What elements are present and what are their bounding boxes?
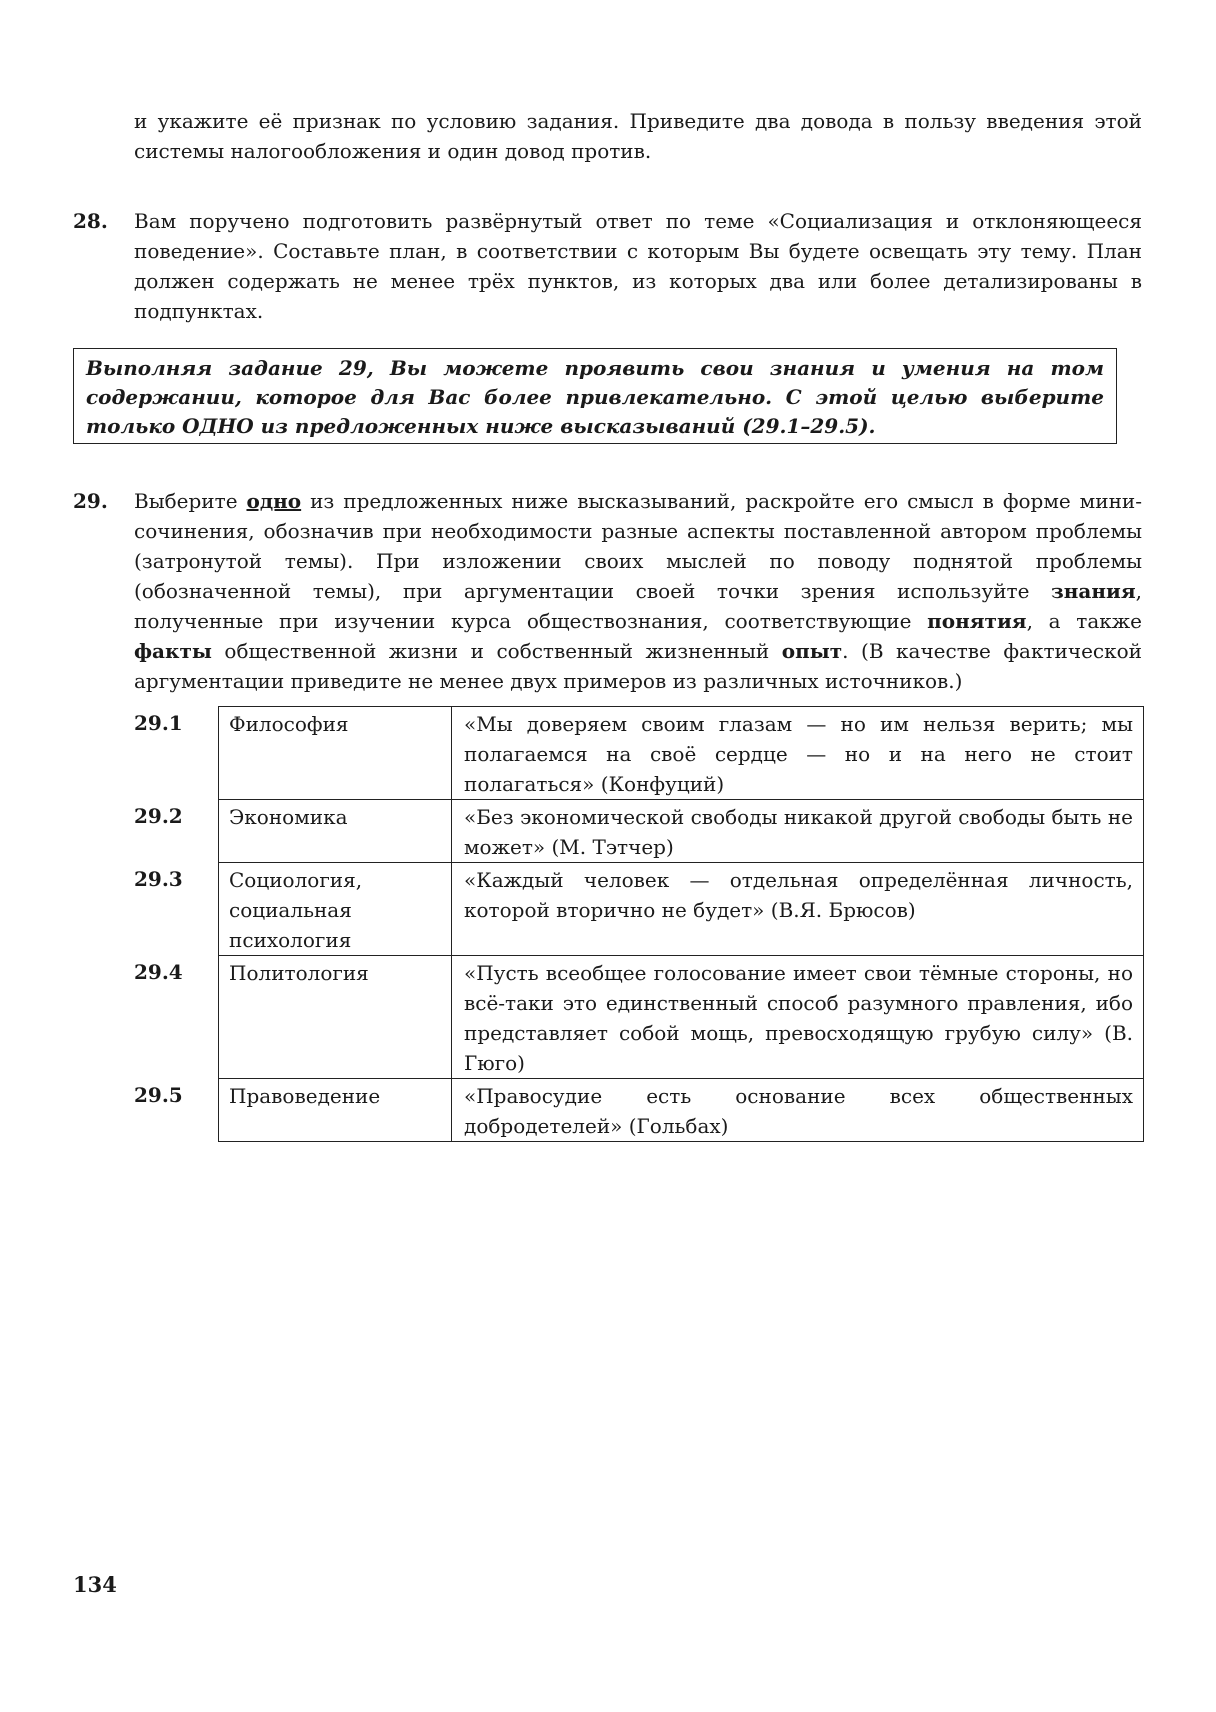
quote-subject: Социология, социальная психология [218, 862, 451, 955]
quote-text: «Правосудие есть основание всех общественных добродетелей» (Гольбах) [451, 1078, 1144, 1142]
quote-number: 29.4 [134, 960, 183, 984]
task29-facts-emphasis: факты [134, 639, 212, 663]
table-row [134, 862, 1144, 955]
quote-subject: Политология [218, 955, 451, 1078]
task29-concepts-emphasis: понятия [927, 609, 1027, 633]
quote-number: 29.5 [134, 1083, 183, 1107]
quote-number: 29.1 [134, 711, 183, 735]
task29-text-part: Выберите [134, 489, 247, 513]
quote-text: «Пусть всеобщее голосование имеет свои тёмные стороны, но всё-таки это единственный способ разумного правления, ибо представляет собой мощь, превосходящую грубую силу» (В. Гюго) [451, 955, 1144, 1078]
task29-one-emphasis: одно [246, 489, 302, 513]
task27-continuation: и укажите её признак по условию задания. Приведите два довода в пользу введения этой системы налогообложения и один довод против. [134, 109, 1142, 163]
task29-notice-box: Выполняя задание 29, Вы можете проявить свои знания и умения на том содержании, которое для Вас более привлекательно. С этой целью выберите только ОДНО из предложенных ниже высказываний (29.1–29.5). [73, 348, 1117, 444]
quotes-table [134, 706, 1144, 1142]
task29-text-part: , полученные при изучении курса обществознания, соответствующие [134, 579, 1142, 633]
quote-number: 29.3 [134, 867, 183, 891]
table-row [134, 706, 1144, 799]
quote-number: 29.2 [134, 804, 183, 828]
quote-subject: Правоведение [218, 1078, 451, 1142]
task29-text-part: из предложенных ниже высказываний, раскройте его смысл в форме мини-сочинения, обозначив при необходимости разные аспекты поставленной автором проблемы (затронутой темы). При изложении своих мыслей по поводу поднятой проблемы (обозначенной темы), при аргументации своей точки зрения используйте [134, 489, 1142, 603]
task29-text-part: , а также [1026, 609, 1142, 633]
task29-number: 29. [73, 489, 108, 513]
table-row [134, 799, 1144, 862]
table-row [134, 1078, 1144, 1142]
quote-text: «Каждый человек — отдельная определённая личность, которой вторично не будет» (В.Я. Брюсов) [451, 862, 1144, 955]
task28-number: 28. [73, 209, 108, 233]
task28-text: Вам поручено подготовить развёрнутый ответ по теме «Социализация и отклоняющееся поведение». Составьте план, в соответствии с которым Вы будете освещать эту тему. План должен содержать не менее трёх пунктов, из которых два или более детализированы в подпунктах. [134, 209, 1142, 323]
page-number: 134 [73, 1572, 117, 1597]
table-row [134, 955, 1144, 1078]
task29-knowledge-emphasis: знания [1051, 579, 1136, 603]
quote-text: «Без экономической свободы никакой другой свободы быть не может» (М. Тэтчер) [451, 799, 1144, 862]
task29-text-part: общественной жизни и собственный жизненный [211, 639, 782, 663]
task29-text [134, 486, 1142, 696]
task29-experience-emphasis: опыт [781, 639, 843, 663]
quote-subject: Экономика [218, 799, 451, 862]
task29-text-part: . (В качестве фактической аргументации приведите не менее двух примеров из различных источников.) [134, 639, 1142, 693]
quote-subject: Философия [218, 706, 451, 799]
quote-text: «Мы доверяем своим глазам — но им нельзя верить; мы полагаемся на своё сердце — но и на него не стоит полагаться» (Конфуций) [451, 706, 1144, 799]
